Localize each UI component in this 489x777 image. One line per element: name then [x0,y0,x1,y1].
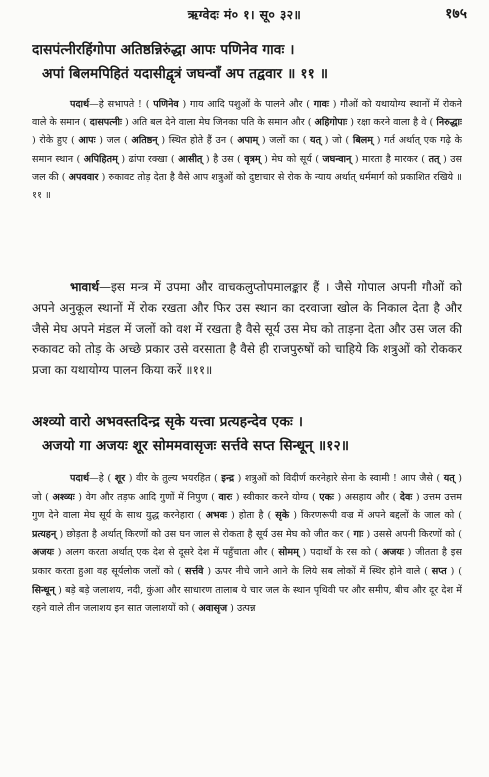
word-term: एकः [319,491,334,503]
text-run: ) उत्पन्न [227,603,256,615]
text-run: —इस मन्त्र में उपमा और वाचकलुप्तोपमालङ्कार हैं । जैसे गोपाल अपनी गौओं को अपने अनुकूल स्थानों में रोक रखता और फिर उस स्थान का दरवाजा खोल के निकाल देता है और जैसे मेघ अपने मंडल में जलों को वश में रखता है वैसे सूर्य उस मेघ को ताड़ना देता और उस जल की रुकावट को तोड़ के अच्छे प्रकार उसे वरसाता है वैसे ही राजपुरुषों को चाहिये कि शत्रुओं को रोककर प्रजा का यथायोग्य पालन किया करें ॥११॥ [32,280,462,378]
text-run: ) मारता है मारकर ( [351,153,429,165]
text-run: ) ढांपा रक्खा ( [117,153,179,165]
text-run: ) जो ( [32,473,462,503]
word-term: सोमम् [278,547,299,559]
word-term: गाः [353,528,364,540]
word-term: सप्त [431,565,447,577]
word-term: निरुद्धाः [436,117,462,129]
word-term: दासपत्नीः [89,117,122,129]
padartha-12-text [32,470,462,770]
page-header [0,4,489,26]
text-run: ) जलों का ( [258,135,311,147]
text-run: ) गाय आदि पशुओं के पालने और ( [178,99,314,110]
text-run: ) रोके हुए ( [32,135,79,147]
word-term: अतिष्ठन् [131,135,158,147]
word-term: आपः [78,135,96,147]
text-run: ) जो ( [321,135,353,147]
text-run: —हे ( [89,473,115,484]
word-term: सर्त्तवे [184,565,204,577]
text-run: ) शत्रुओं को विदीर्ण करनेहारे सेना के स्वामी ! आप जैसे ( [234,473,444,484]
text-run: ) जीतता है इस प्रकार करता हुआ वह सूर्यलोक जलों को ( [32,547,462,577]
text-run: ) किरणरूपी वज्र में अपने बद्दलों के जाल को ( [289,510,462,522]
page-number: १७५ [445,6,467,22]
paragraph-lead: भावार्थ [70,280,99,294]
word-term: आसीत् [178,153,203,165]
text-run: ) अति बल देने वाला मेघ जिनका पति के समान और ( [121,117,315,129]
mantra-12-line-1: अश्व्यो वारो अभवस्तदिन्द्र सृके यत्त्वा प्रत्यहन्देव एकः । [32,414,304,430]
word-term: अश्व्यः [52,491,75,503]
word-term: अपववार [68,171,99,183]
text-run: ) होता है ( [226,510,276,522]
paragraph-lead: पदार्थ [70,99,90,110]
text-run: ) असहाय और ( [333,491,400,503]
text-run: —हे सभापते ! ( [89,99,154,110]
text-run: ) स्वीकार करने योग्य ( [232,491,320,503]
text-run: ) उस जल की ( [32,153,462,183]
text-run: ) ( [446,565,462,577]
word-term: जघन्वान् [322,153,352,165]
word-term: गावः [313,99,329,110]
paragraph-lead: पदार्थ [70,473,90,484]
word-term: इन्द्र [221,473,235,484]
text-run: ) वीर के तुल्य भयरहित ( [125,473,222,484]
bhavartha-11 [32,277,462,404]
word-term: यत् [443,473,455,484]
padartha-12 [32,470,462,770]
word-term: अजयः [32,547,54,559]
word-term: पणिनेव [153,99,179,110]
text-run: ) गर्त अर्थात् एक गढ़े के समान स्थान ( [32,135,462,165]
word-term: बिलम् [352,135,374,147]
text-run: ) रुकावट तोड़ देता है वैसे आप शत्रुओं को दुष्टाचार से रोक के न्याय अर्थात् धर्ममार्ग को प्रकाशित रखिये ॥ ११ ॥ [32,171,462,202]
word-term: वारः [218,491,233,503]
word-term: सिन्धून् [32,584,55,596]
text-run: ) बड़े बड़े जलाशय, नदी, कुंआ और साधारण तालाब ये चार जल के स्थान पृथिवी पर और समीप, बीच और दूर देश में रहने वाले तीन जलाशय इन सात जलाशयों को ( [32,584,462,615]
text-run: ) है उस ( [202,153,245,165]
running-head: ऋग्वेदः मं० १। सू० ३२॥ [187,7,302,22]
text-run: ) स्थित होते हैं उन ( [157,135,238,147]
text-run: ) छोड़ता है अर्थात् किरणों को उस घन जाल से रोकता है सूर्य उस मेघ को जीत कर ( [56,528,354,540]
word-term: देवः [399,491,413,503]
text-run: ) जल ( [95,135,132,147]
word-term: अहिगोपाः [314,117,348,129]
word-term: प्रत्यहन् [32,528,57,540]
mantra-12 [32,410,462,458]
mantra-11 [32,38,462,86]
text-run: ) मेघ को सूर्य ( [260,153,323,165]
mantra-12-line-2: अजयो गा अजयः शूर सोममवासृजः सर्त्तवे सप्त सिन्धून् ॥१२॥ [42,438,350,454]
word-term: तत् [428,153,440,165]
mantra-11-line-2: अपां बिलमपिहितं यदासीद्वृत्रं जघन्वाँ अप तद्ववार ॥ ११ ॥ [42,66,329,82]
word-term: यत् [310,135,322,147]
text-run: ) गौओं को यथायोग्य स्थानों में रोकने वाले के समान ( [32,99,462,129]
word-term: सृके [275,510,290,522]
text-run: ) ऊपर नीचे जाने आने के लिये सब लोकों में स्थिर होने वाले ( [203,565,432,577]
text-run: ) उत्तम उत्तम गुण देने वाला मेघ सूर्य के साथ युद्ध करनेहारा ( [32,491,462,522]
padartha-11 [32,96,462,274]
text-run: ) पदार्थों के रस को ( [298,547,382,559]
text-run: ) वेग और तड़फ आदि गुणों में निपुण ( [74,491,219,503]
word-term: वृत्रम् [244,153,261,165]
text-run: ) उससे अपनी किरणों को ( [363,528,462,540]
word-term: अजयः [381,547,404,559]
bhavartha-11-text [32,277,462,404]
text-run: ) रक्षा करने वाला है वे ( [347,117,437,129]
word-term: अवासृज [198,603,228,615]
word-term: शूर [114,473,126,484]
word-term: अभवः [205,510,227,522]
word-term: अपाम् [237,135,259,147]
text-run: ) अलग करता अर्थात् एक देश से दूसरे देश में पहुँचाता और ( [53,547,279,559]
padartha-11-text [32,96,462,274]
mantra-11-line-1: दासपंत्नीरहिंगोपा अतिष्ठन्निरुंद्धा आपः पणिनेव गावः । [32,42,295,58]
word-term: अपिहितम् [83,153,118,165]
